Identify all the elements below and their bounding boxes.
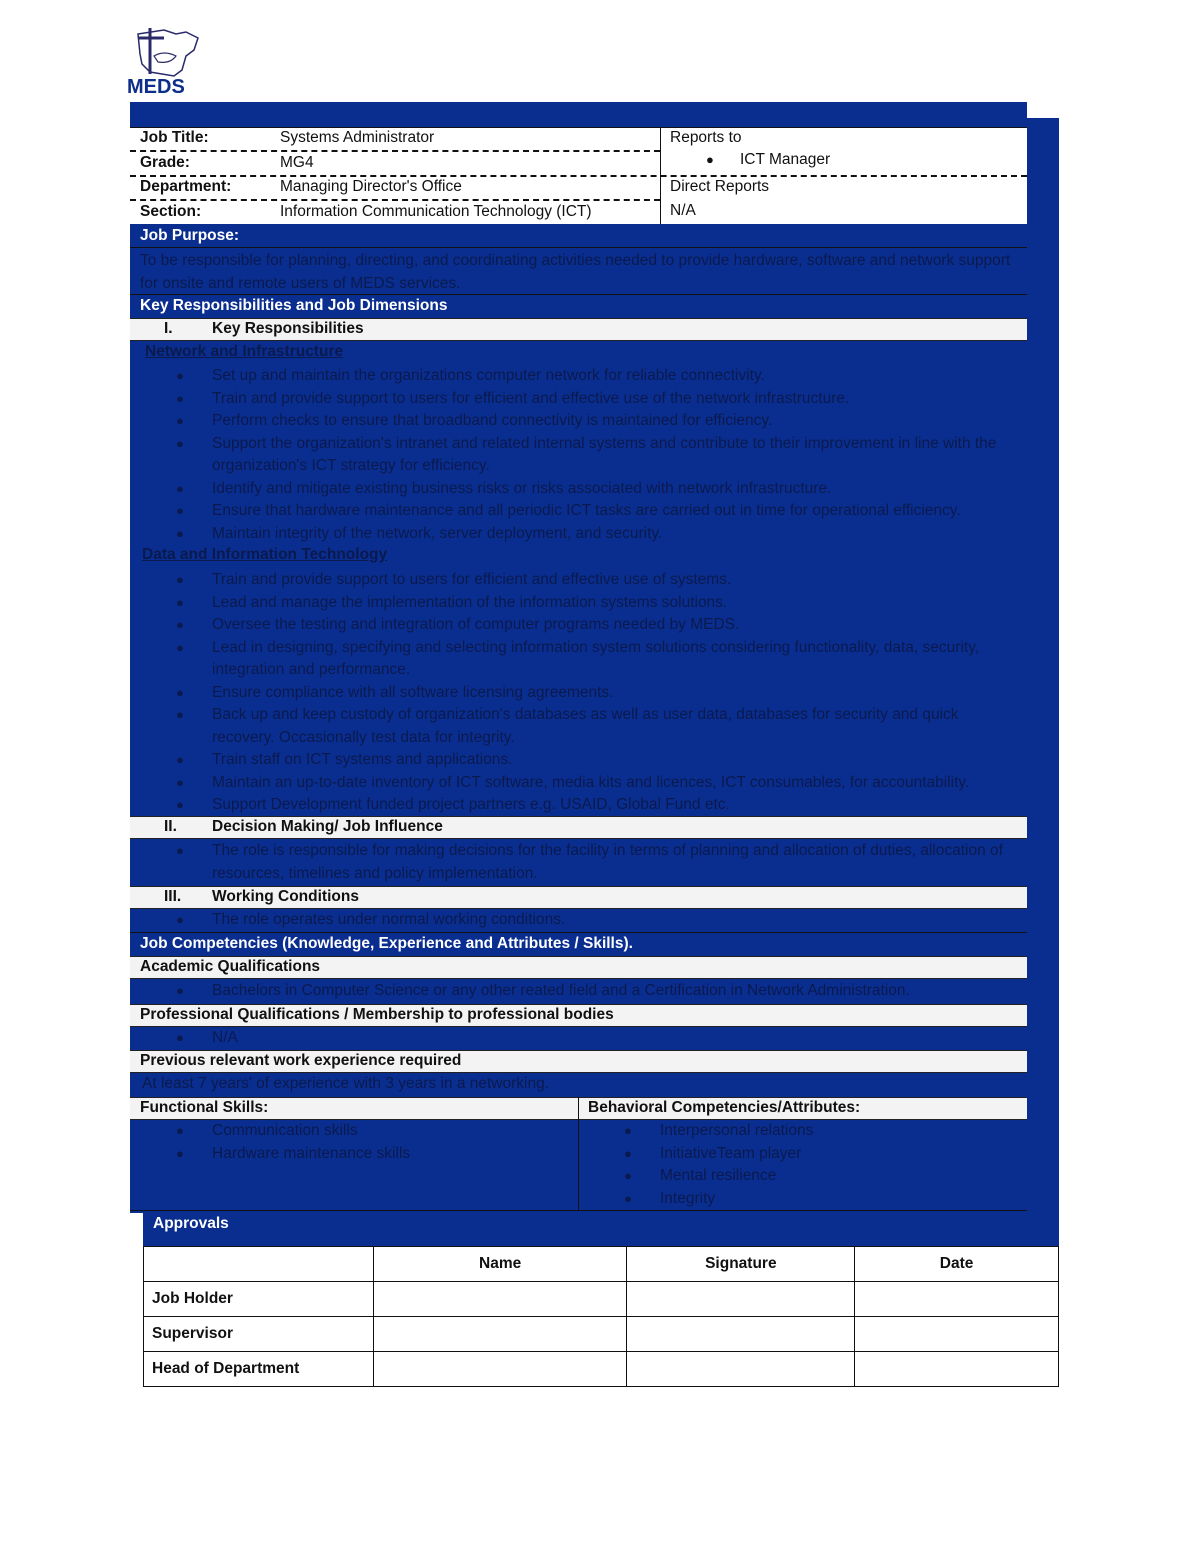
- academic-heading: Academic Qualifications: [140, 958, 321, 975]
- professional-heading: Professional Qualifications / Membership to professional bodies: [140, 1006, 614, 1023]
- approvals-header-row: [144, 1247, 1059, 1282]
- direct-reports-label: Direct Reports: [670, 178, 770, 195]
- experience-heading: Previous relevant work experience required: [140, 1052, 462, 1069]
- approver-role: Supervisor: [144, 1317, 374, 1352]
- section-label: Section:: [140, 203, 202, 220]
- bullet-icon: ●: [176, 1123, 184, 1138]
- bullet-icon: ●: [176, 617, 184, 632]
- section-bar-key-responsibilities: [130, 318, 1027, 341]
- data-it-subheading: Data and Information Technology: [142, 546, 388, 563]
- bullet-icon: ●: [176, 525, 184, 541]
- name-cell[interactable]: [373, 1282, 627, 1317]
- signature-cell[interactable]: [627, 1317, 855, 1352]
- experience-text: At least 7 years' of experience with 3 years in a networking.: [142, 1075, 550, 1092]
- job-info-block: [130, 127, 1027, 224]
- table-row: [144, 1317, 1059, 1352]
- signature-cell[interactable]: [627, 1282, 855, 1317]
- approver-role: Head of Department: [144, 1352, 374, 1387]
- department-value: Managing Director's Office: [280, 178, 462, 195]
- bullet-icon: ●: [176, 752, 184, 767]
- approvals-table: [143, 1246, 1059, 1387]
- approvals-label: Approvals: [153, 1215, 229, 1232]
- bullet-icon: ●: [176, 572, 184, 587]
- bullet-icon: ●: [176, 639, 184, 655]
- bullet-icon: ●: [624, 1123, 632, 1138]
- bullet-icon: ●: [176, 413, 184, 428]
- bullet-icon: ●: [624, 1190, 632, 1206]
- competencies-heading: Job Competencies (Knowledge, Experience and Attributes / Skills).: [140, 935, 633, 952]
- approvals-header-date: Date: [855, 1247, 1059, 1282]
- section-title: Key Responsibilities: [212, 320, 364, 337]
- academic-bar: [130, 956, 1027, 979]
- job-purpose-heading: Job Purpose:: [140, 227, 240, 244]
- reports-to-value: ICT Manager: [740, 151, 831, 168]
- bullet-icon: ●: [176, 983, 184, 998]
- approvals-header-cell: [144, 1247, 374, 1282]
- approvals-band: [143, 1212, 1059, 1246]
- job-title-label: Job Title:: [140, 129, 209, 146]
- bullet-icon: ●: [176, 1145, 184, 1161]
- section-bar-decision-making: [130, 816, 1027, 839]
- bullet-icon: ●: [176, 774, 184, 790]
- bullet-icon: ●: [176, 797, 184, 812]
- section-value: Information Communication Technology (ICT): [280, 203, 592, 220]
- approvals-header-signature: Signature: [627, 1247, 855, 1282]
- section-number: III.: [164, 888, 182, 905]
- section-bar-working-conditions: [130, 886, 1027, 909]
- bullet-icon: ●: [176, 390, 184, 406]
- bullet-icon: ●: [176, 503, 184, 518]
- table-row: [144, 1282, 1059, 1317]
- grade-label: Grade:: [140, 154, 190, 171]
- section-number: I.: [164, 320, 173, 337]
- bullet-icon: ●: [176, 368, 184, 383]
- name-cell[interactable]: [373, 1352, 627, 1387]
- job-purpose-text: To be responsible for planning, directing, and coordinating activities needed to provide hardware, software and network support for onsite and remote users of MEDS services.: [140, 252, 1011, 292]
- section-title: Working Conditions: [212, 888, 359, 905]
- key-responsibilities-heading: Key Responsibilities and Job Dimensions: [140, 297, 448, 314]
- bullet-icon: ●: [176, 594, 184, 610]
- date-cell[interactable]: [855, 1352, 1059, 1387]
- behavioral-heading: Behavioral Competencies/Attributes:: [588, 1099, 861, 1116]
- logo-text: MEDS: [127, 76, 185, 98]
- bullet-icon: ●: [176, 912, 184, 927]
- professional-bar: [130, 1004, 1027, 1027]
- bullet-icon: ●: [176, 684, 184, 700]
- bullet-icon: ●: [176, 843, 184, 858]
- section-number: II.: [164, 818, 177, 835]
- section-title: Decision Making/ Job Influence: [212, 818, 443, 835]
- job-title-value: Systems Administrator: [280, 129, 435, 146]
- reports-to-label: Reports to: [670, 129, 742, 146]
- functional-skills-heading: Functional Skills:: [140, 1099, 269, 1116]
- signature-cell[interactable]: [627, 1352, 855, 1387]
- direct-reports-value: N/A: [670, 202, 696, 219]
- bullet-icon: ●: [176, 435, 184, 451]
- bullet-icon: ●: [624, 1145, 632, 1161]
- date-cell[interactable]: [855, 1282, 1059, 1317]
- bullet-icon: ●: [176, 480, 184, 496]
- network-subheading: Network and Infrastructure: [145, 343, 344, 360]
- bullet-icon: ●: [706, 152, 714, 167]
- bullet-icon: ●: [176, 1030, 184, 1045]
- department-label: Department:: [140, 178, 232, 195]
- bullet-icon: ●: [624, 1168, 632, 1183]
- approver-role: Job Holder: [144, 1282, 374, 1317]
- approvals-header-name: Name: [373, 1247, 627, 1282]
- date-cell[interactable]: [855, 1317, 1059, 1352]
- experience-bar: [130, 1050, 1027, 1073]
- table-row: [144, 1352, 1059, 1387]
- name-cell[interactable]: [373, 1317, 627, 1352]
- skills-divider: [578, 1097, 579, 1210]
- grade-value: MG4: [280, 154, 314, 171]
- bullet-icon: ●: [176, 707, 184, 722]
